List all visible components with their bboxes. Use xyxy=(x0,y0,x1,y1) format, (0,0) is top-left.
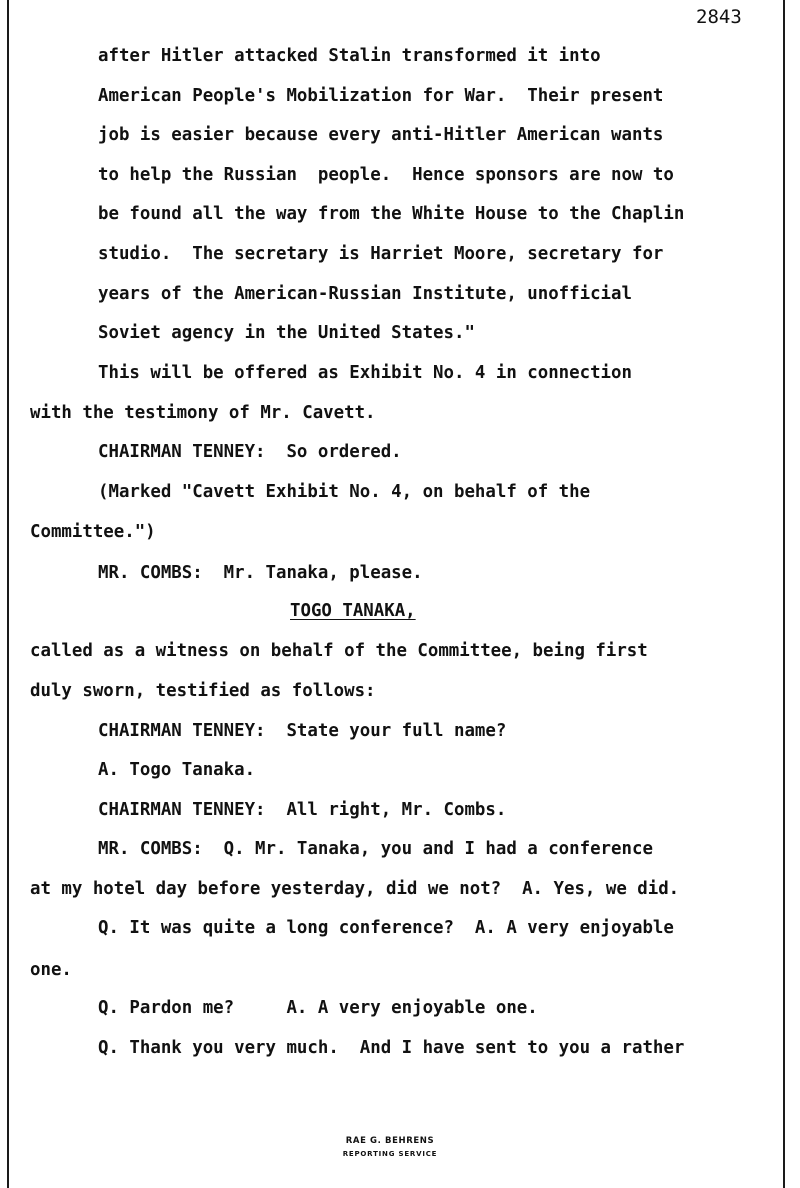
transcript-line: Q. It was quite a long conference? A. A very enjoyable xyxy=(98,918,674,938)
transcript-line: job is easier because every anti-Hitler American wants xyxy=(98,125,664,145)
transcript-line: one. xyxy=(30,960,72,980)
transcript-line: MR. COMBS: Mr. Tanaka, please. xyxy=(98,563,423,583)
transcript-line: called as a witness on behalf of the Committee, being first xyxy=(30,641,648,661)
transcript-line: CHAIRMAN TENNEY: State your full name? xyxy=(98,721,507,741)
transcript-line: A. Togo Tanaka. xyxy=(98,760,256,780)
transcript-line: American People's Mobilization for War. Their present xyxy=(98,86,664,106)
transcript-line: This will be offered as Exhibit No. 4 in connection xyxy=(98,363,632,383)
transcript-line: duly sworn, testified as follows: xyxy=(30,681,376,701)
transcript-line: (Marked "Cavett Exhibit No. 4, on behalf of the xyxy=(98,482,591,502)
transcript-line: years of the American-Russian Institute, unofficial xyxy=(98,284,632,304)
transcript-line: after Hitler attacked Stalin transformed it into xyxy=(98,46,601,66)
transcript-line: Soviet agency in the United States." xyxy=(98,323,475,343)
transcript-line: MR. COMBS: Q. Mr. Tanaka, you and I had a conference xyxy=(98,839,653,859)
transcript-line: Q. Thank you very much. And I have sent to you a rather xyxy=(98,1038,685,1058)
transcript-line: Q. Pardon me? A. A very enjoyable one. xyxy=(98,998,538,1018)
witness-heading: TOGO TANAKA, xyxy=(290,601,416,621)
right-margin-rule xyxy=(783,0,785,1188)
transcript-line: CHAIRMAN TENNEY: All right, Mr. Combs. xyxy=(98,800,507,820)
transcript-line: Committee.") xyxy=(30,522,156,542)
page-number: 2843 xyxy=(696,6,742,28)
reporter-name: RAE G. BEHRENS xyxy=(345,1136,435,1146)
transcript-line: with the testimony of Mr. Cavett. xyxy=(30,403,376,423)
transcript-line: CHAIRMAN TENNEY: So ordered. xyxy=(98,442,402,462)
left-margin-rule xyxy=(7,0,9,1188)
transcript-line: at my hotel day before yesterday, did we not? A. Yes, we did. xyxy=(30,879,680,899)
transcript-line: be found all the way from the White House to the Chaplin xyxy=(98,204,685,224)
reporting-service: REPORTING SERVICE xyxy=(342,1150,438,1158)
transcript-line: to help the Russian people. Hence sponsors are now to xyxy=(98,165,674,185)
transcript-line: studio. The secretary is Harriet Moore, secretary for xyxy=(98,244,664,264)
